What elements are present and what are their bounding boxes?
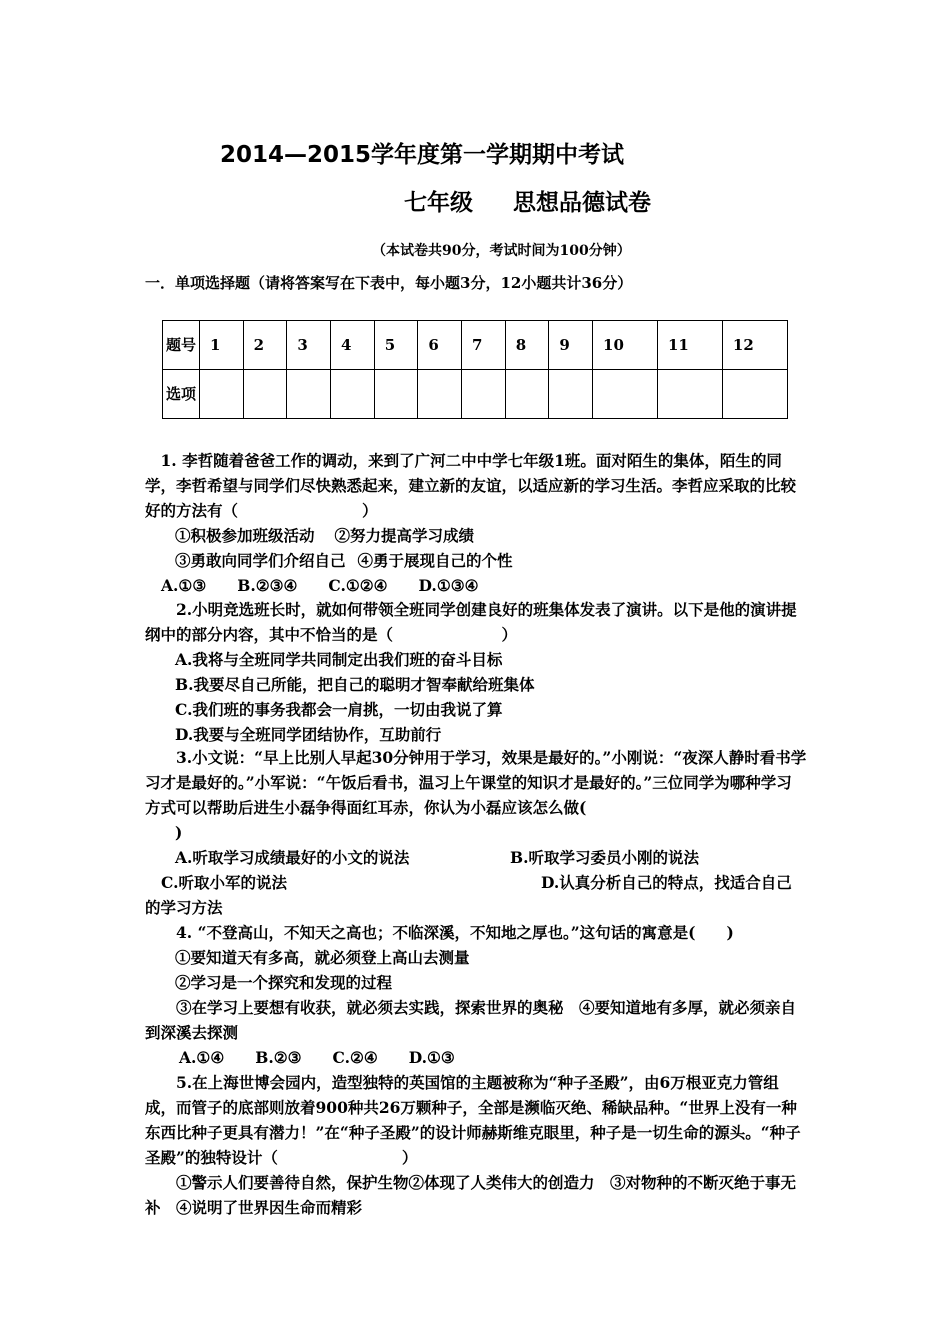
choice-b: B.听取学习委员小刚的说法 <box>510 848 699 867</box>
exam-title: 2014—2015学年度第一学期期中考试 <box>220 142 625 168</box>
option-3: ③勇敢向同学们介绍自己 <box>175 551 346 570</box>
question-5 <box>145 1070 807 1220</box>
choice-b: B.我要尽自己所能，把自己的聪明才智奉献给班集体 <box>175 675 535 694</box>
table-cell: 8 <box>505 321 549 370</box>
choice-line <box>145 870 807 895</box>
question-2 <box>145 597 807 747</box>
answer-cell[interactable] <box>200 370 244 419</box>
table-cell: 6 <box>418 321 462 370</box>
answer-choices: A.①③ B.②③④ C.①②④ D.①③④ <box>161 576 479 595</box>
choice-a: A.听取学习成绩最好的小文的说法 <box>175 848 410 867</box>
choice-c: C.听取小军的说法 <box>161 873 287 892</box>
answer-cell[interactable] <box>462 370 506 419</box>
question-stem: 3.小文说：“早上比别人早起30分钟用于学习，效果是最好的。”小刚说：“夜深人静时看书学习才是最好的。”小军说：“午饭后看书，温习上午课堂的知识才是最好的。”三位同学为哪种学习方式可以帮助后进生小磊争得面红耳赤，你认为小磊应该怎么做( <box>145 748 807 817</box>
question-stem: 2.小明竞选班长时，就如何带领全班同学创建良好的班集体发表了演讲。以下是他的演讲提纲中的部分内容，其中不恰当的是（ ） <box>145 600 797 644</box>
option-line <box>145 548 807 573</box>
answer-cell[interactable] <box>418 370 462 419</box>
statement-2: ②学习是一个探究和发现的过程 <box>175 973 393 992</box>
answer-cell[interactable] <box>593 370 658 419</box>
exam-note: （本试卷共90分，考试时间为100分钟） <box>372 243 631 259</box>
subject-label: 思想品德试卷 <box>513 190 651 216</box>
choice-d: D.我要与全班同学团结协作，互助前行 <box>175 725 442 744</box>
question-stem: 5.在上海世博会园内，造型独特的英国馆的主题被称为“种子圣殿”，由6万根亚克力管组成，而管子的底部则放着900种共26万颗种子，全部是濒临灭绝、稀缺品种。“世界上没有一种东西比种子更具有潜力！”在“种子圣殿”的设计师赫斯维克眼里，种子是一切生命的源头。“种子圣殿”的独特设计（ ） <box>145 1073 801 1167</box>
question-4 <box>145 920 807 1070</box>
grade-label: 七年级 <box>404 190 473 216</box>
answer-choices: A.①④ B.②③ C.②④ D.①③ <box>179 1048 455 1067</box>
question-3 <box>145 745 807 920</box>
answer-cell[interactable] <box>374 370 418 419</box>
table-row <box>163 321 788 370</box>
question-1 <box>145 448 807 598</box>
table-cell: 7 <box>462 321 506 370</box>
answer-table <box>162 320 788 419</box>
choice-d: D.认真分析自己的特点，找适合自己 <box>541 873 792 892</box>
choice-c: C.我们班的事务我都会一肩挑，一切由我说了算 <box>175 700 503 719</box>
statements: ①警示人们要善待自然，保护生物②体现了人类伟大的创造力 ③对物种的不断灭绝于事无补 ④说明了世界因生命而精彩 <box>145 1173 797 1217</box>
answer-cell[interactable] <box>243 370 287 419</box>
statement-3-4: ③在学习上要想有收获，就必须去实践，探索世界的奥秘 ④要知道地有多厚，就必须亲自到深溪去探测 <box>145 998 797 1042</box>
question-stem: 1. 李哲随着爸爸工作的调动，来到了广河二中中学七年级1班。面对陌生的集体，陌生的同学，李哲希望与同学们尽快熟悉起来，建立新的友谊，以适应新的学习生活。李哲应采取的比较好的方法有（ ） <box>145 451 797 520</box>
table-cell: 4 <box>331 321 375 370</box>
choice-a: A.我将与全班同学共同制定出我们班的奋斗目标 <box>175 650 503 669</box>
answer-cell[interactable] <box>549 370 593 419</box>
answer-cell[interactable] <box>657 370 722 419</box>
table-cell: 3 <box>287 321 331 370</box>
question-stem: 4. “不登高山，不知天之高也；不临深溪，不知地之厚也。”这句话的寓意是( ) <box>176 923 734 942</box>
exam-subtitle <box>404 184 651 217</box>
table-cell: 10 <box>593 321 658 370</box>
answer-cell[interactable] <box>722 370 787 419</box>
question-stem-end: ) <box>175 823 183 842</box>
option-line <box>145 523 807 548</box>
table-cell: 11 <box>657 321 722 370</box>
statement-1: ①要知道天有多高，就必须登上高山去测量 <box>175 948 470 967</box>
table-cell: 12 <box>722 321 787 370</box>
table-cell: 5 <box>374 321 418 370</box>
answer-cell[interactable] <box>287 370 331 419</box>
table-cell: 2 <box>243 321 287 370</box>
section-heading: 一．单项选择题（请将答案写在下表中，每小题3分，12小题共计36分） <box>145 274 633 292</box>
table-row <box>163 370 788 419</box>
option-4: ④勇于展现自己的个性 <box>357 551 513 570</box>
answer-cell[interactable] <box>505 370 549 419</box>
table-cell: 1 <box>200 321 244 370</box>
table-cell: 9 <box>549 321 593 370</box>
row-label-question-number: 题号 <box>163 321 200 370</box>
option-2: ②努力提高学习成绩 <box>334 526 475 545</box>
option-1: ①积极参加班级活动 <box>175 526 315 545</box>
answer-cell[interactable] <box>331 370 375 419</box>
choice-line <box>145 845 807 870</box>
choice-d-continued: 的学习方法 <box>145 898 223 917</box>
row-label-answer: 选项 <box>163 370 200 419</box>
